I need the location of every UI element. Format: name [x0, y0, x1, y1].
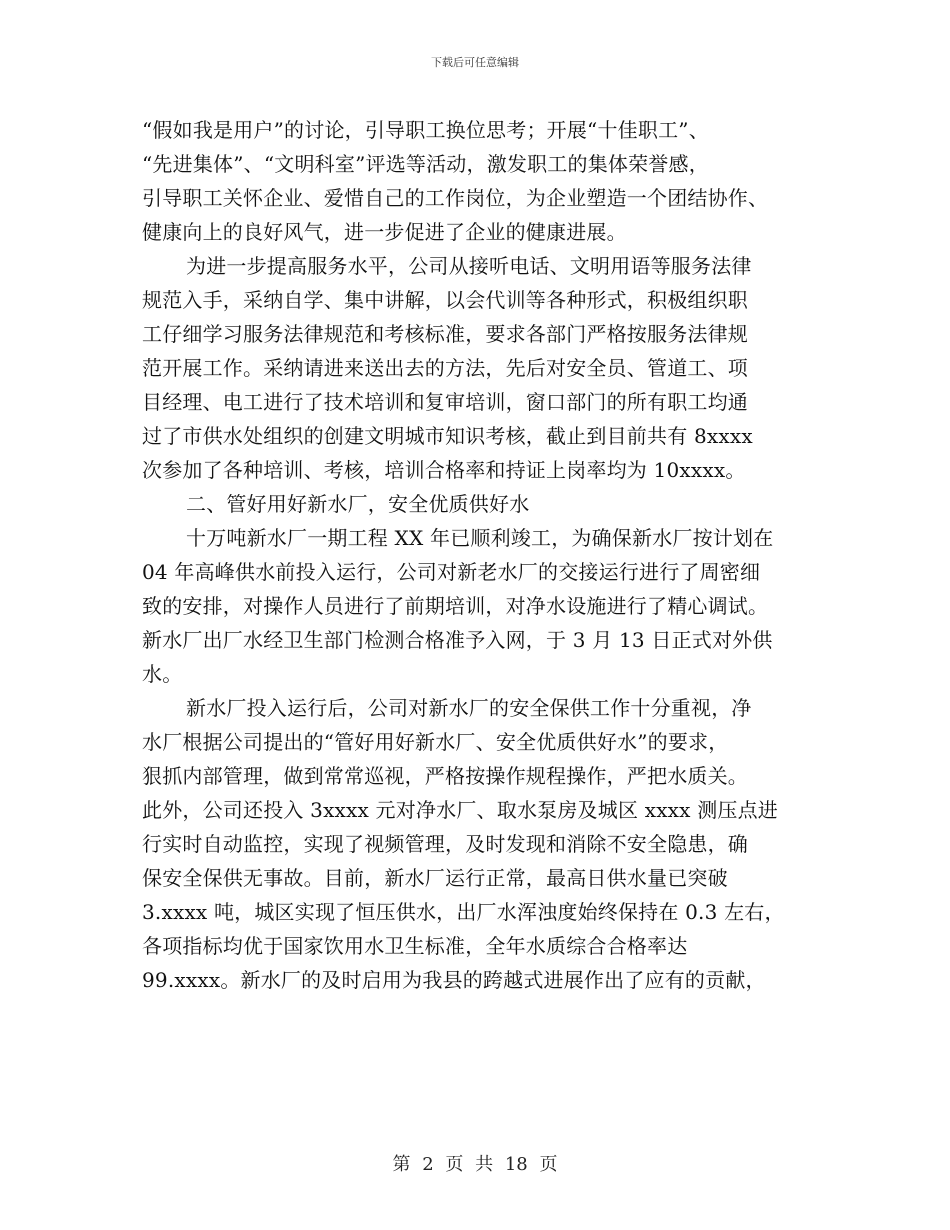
paragraph-line: “先进集体”、“文明科室”评选等活动，激发职工的集体荣誉感， [142, 152, 709, 176]
paragraph-line: 工仔细学习服务法律规范和考核标准，要求各部门严格按服务法律规 [142, 322, 748, 346]
paragraph-line: 此外，公司还投入 3xxxx 元对净水厂、取水泵房及城区 xxxx 测压点进 [142, 798, 778, 822]
paragraph-line: 3.xxxx 吨，城区实现了恒压供水，出厂水浑浊度始终保持在 0.3 左右， [142, 900, 785, 924]
paragraph-line: 目经理、电工进行了技术培训和复审培训，窗口部门的所有职工均通 [142, 390, 748, 414]
page-header: 下载后可任意编辑 [431, 56, 519, 69]
paragraph-line: 水厂根据公司提出的“管好用好新水厂、安全优质供好水”的要求， [142, 730, 729, 754]
paragraph-line: 保安全保供无事故。目前，新水厂运行正常，最高日供水量已突破 [142, 866, 728, 890]
paragraph-line: 新水厂出厂水经卫生部门检测合格准予入网，于 3 月 13 日正式对外供 [142, 628, 773, 652]
paragraph-line: 范开展工作。采纳请进来送出去的方法，先后对安全员、管道工、项 [142, 356, 748, 380]
paragraph-first-line: 为进一步提高服务水平，公司从接听电话、文明用语等服务法律 [186, 254, 752, 278]
paragraph-line: 99.xxxx。新水厂的及时启用为我县的跨越式进展作出了应有的贡献， [142, 968, 766, 992]
paragraph-line: 行实时自动监控，实现了视频管理，及时发现和消除不安全隐患，确 [142, 832, 748, 856]
paragraph-line: “假如我是用户”的讨论，引导职工换位思考；开展“十佳职工”、 [142, 118, 709, 142]
paragraph-line: 健康向上的良好风气，进一步促进了企业的健康进展。 [142, 220, 627, 244]
document-body [142, 113, 814, 997]
paragraph-first-line: 二、管好用好新水厂，安全优质供好水 [186, 492, 530, 516]
paragraph-line: 狠抓内部管理，做到常常巡视，严格按操作规程操作，严把水质关。 [142, 764, 748, 788]
paragraph-line: 各项指标均优于国家饮用水卫生标准，全年水质综合合格率达 [142, 934, 688, 958]
page-number-footer: 第 2 页 共 18 页 [392, 1154, 558, 1175]
paragraph-line: 过了市供水处组织的创建文明城市知识考核，截止到目前共有 8xxxx [142, 424, 753, 448]
paragraph-line: 引导职工关怀企业、爱惜自己的工作岗位，为企业塑造一个团结协作、 [142, 186, 769, 210]
paragraph-line: 04 年高峰供水前投入运行，公司对新老水厂的交接运行进行了周密细 [142, 560, 761, 584]
paragraph-line: 次参加了各种培训、考核，培训合格率和持证上岗率均为 10xxxx。 [142, 458, 746, 482]
paragraph-line: 致的安排，对操作人员进行了前期培训，对净水设施进行了精心调试。 [142, 594, 769, 618]
paragraph-first-line: 新水厂投入运行后，公司对新水厂的安全保供工作十分重视，净 [186, 696, 752, 720]
paragraph-first-line: 十万吨新水厂一期工程 XX 年已顺利竣工，为确保新水厂按计划在 [186, 526, 774, 550]
paragraph-line: 水。 [142, 662, 183, 686]
paragraph-line: 规范入手，采纳自学、集中讲解，以会代训等各种形式，积极组织职 [142, 288, 748, 312]
